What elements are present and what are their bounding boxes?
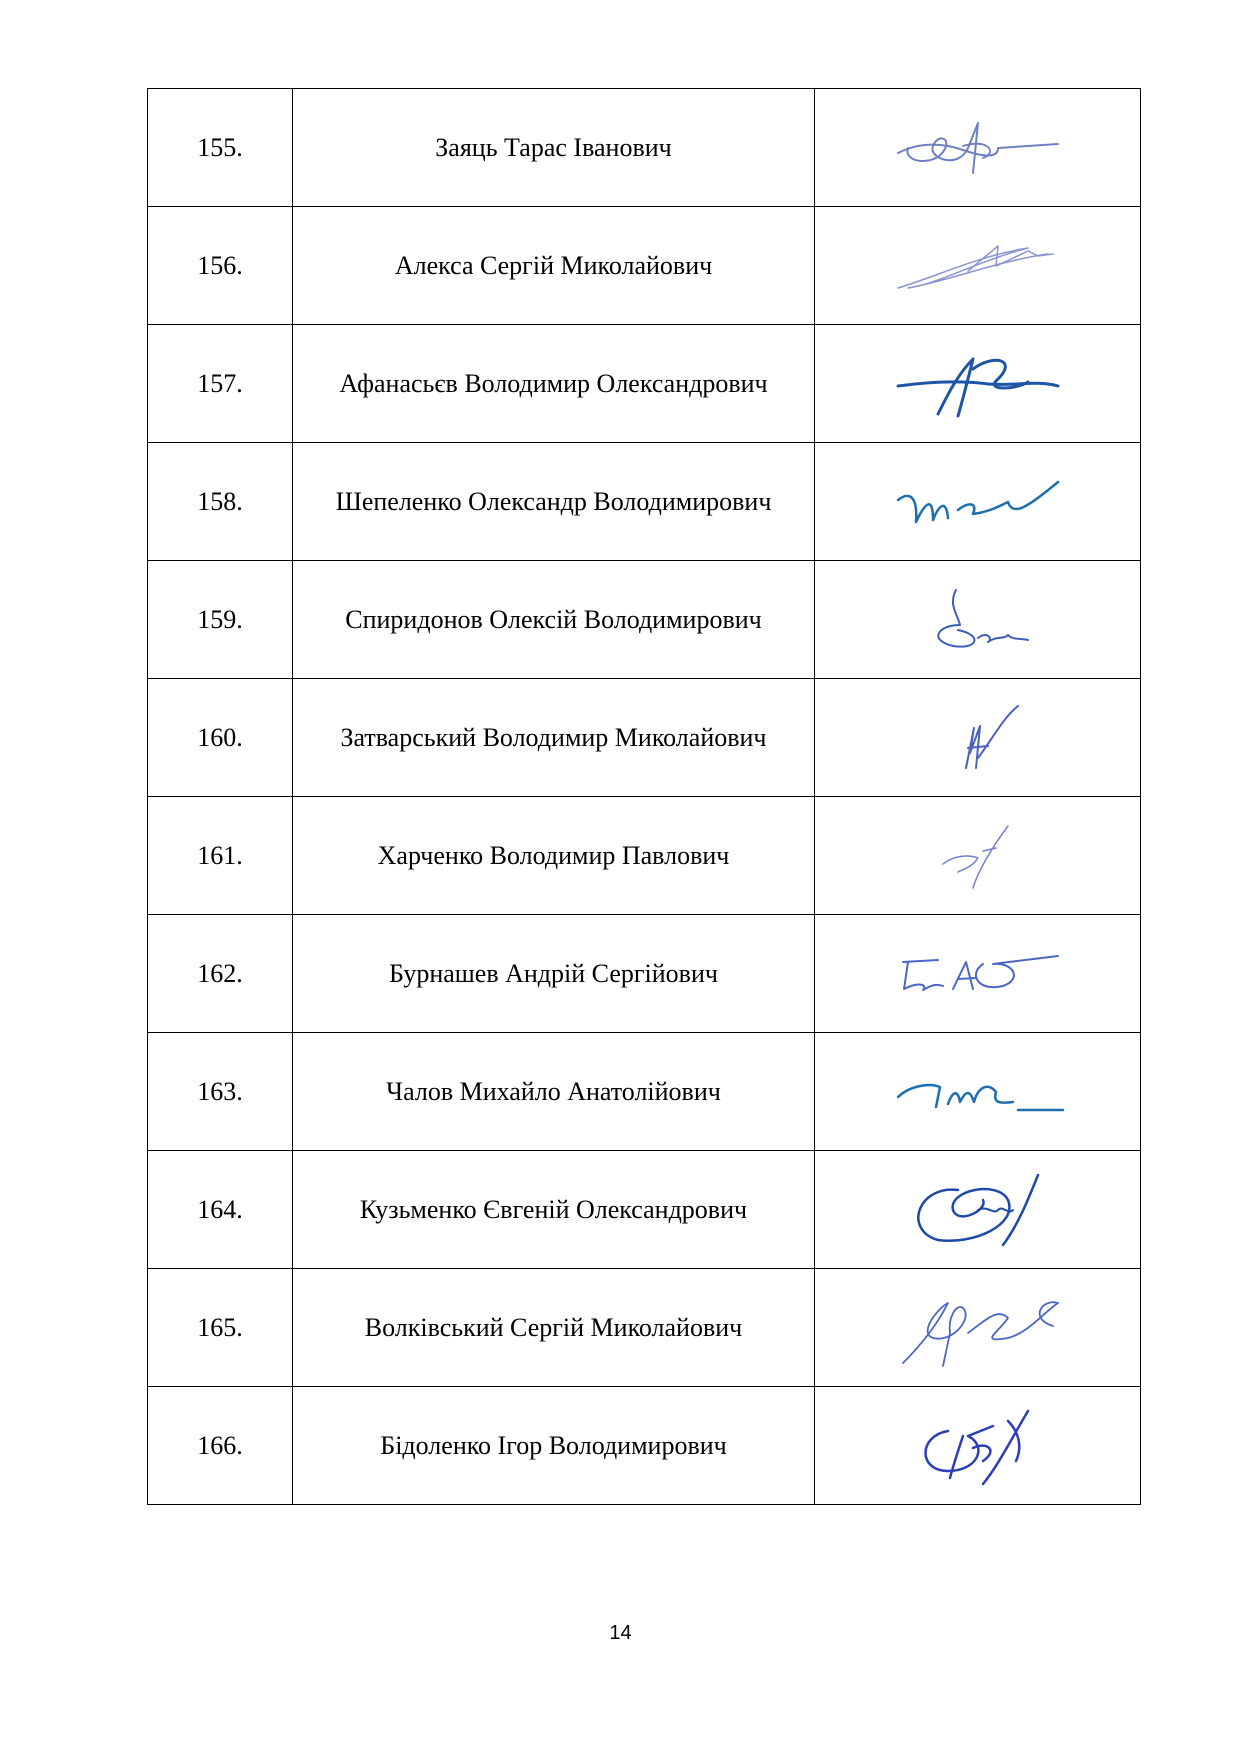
row-number: 159.: [148, 561, 293, 679]
signature: [878, 462, 1078, 542]
table-row: [148, 1387, 1141, 1505]
signature-cell: [815, 1033, 1141, 1151]
signature: [878, 108, 1078, 188]
page-number: 14: [609, 1622, 632, 1644]
row-number: 164.: [148, 1151, 293, 1269]
signature-cell: [815, 207, 1141, 325]
person-name: Волківський Сергій Миколайович: [293, 1269, 815, 1387]
table-row: [148, 797, 1141, 915]
signature: [878, 226, 1078, 306]
table-row: [148, 1269, 1141, 1387]
signature-cell: [815, 679, 1141, 797]
person-name: Затварський Володимир Миколайович: [293, 679, 815, 797]
signature: [878, 816, 1078, 896]
table-row: [148, 325, 1141, 443]
person-name: Бідоленко Ігор Володимирович: [293, 1387, 815, 1505]
table-row: [148, 443, 1141, 561]
signature-cell: [815, 1151, 1141, 1269]
signature: [878, 344, 1078, 424]
person-name: Алекса Сергій Миколайович: [293, 207, 815, 325]
signature-cell: [815, 561, 1141, 679]
signature-table: [147, 88, 1141, 1505]
person-name: Чалов Михайло Анатолійович: [293, 1033, 815, 1151]
table-row: [148, 561, 1141, 679]
signature: [878, 1406, 1078, 1486]
row-number: 160.: [148, 679, 293, 797]
table-row: [148, 207, 1141, 325]
person-name: Заяць Тарас Іванович: [293, 89, 815, 207]
signature: [878, 1052, 1078, 1132]
signature-cell: [815, 1387, 1141, 1505]
signature: [878, 580, 1078, 660]
row-number: 156.: [148, 207, 293, 325]
signature-cell: [815, 325, 1141, 443]
signature: [878, 1288, 1078, 1368]
row-number: 157.: [148, 325, 293, 443]
table-row: [148, 89, 1141, 207]
signature-cell: [815, 915, 1141, 1033]
row-number: 165.: [148, 1269, 293, 1387]
person-name: Харченко Володимир Павлович: [293, 797, 815, 915]
row-number: 158.: [148, 443, 293, 561]
signature-cell: [815, 443, 1141, 561]
person-name: Спиридонов Олексій Володимирович: [293, 561, 815, 679]
signature-cell: [815, 89, 1141, 207]
row-number: 162.: [148, 915, 293, 1033]
table-row: [148, 1151, 1141, 1269]
person-name: Кузьменко Євгеній Олександрович: [293, 1151, 815, 1269]
row-number: 155.: [148, 89, 293, 207]
row-number: 163.: [148, 1033, 293, 1151]
person-name: Шепеленко Олександр Володимирович: [293, 443, 815, 561]
table-row: [148, 915, 1141, 1033]
table-row: [148, 679, 1141, 797]
person-name: Бурнашев Андрій Сергійович: [293, 915, 815, 1033]
signature-cell: [815, 797, 1141, 915]
signature: [878, 698, 1078, 778]
table-row: [148, 1033, 1141, 1151]
signature: [878, 1170, 1078, 1250]
row-number: 161.: [148, 797, 293, 915]
signature: [878, 934, 1078, 1014]
row-number: 166.: [148, 1387, 293, 1505]
person-name: Афанасьєв Володимир Олександрович: [293, 325, 815, 443]
signature-cell: [815, 1269, 1141, 1387]
